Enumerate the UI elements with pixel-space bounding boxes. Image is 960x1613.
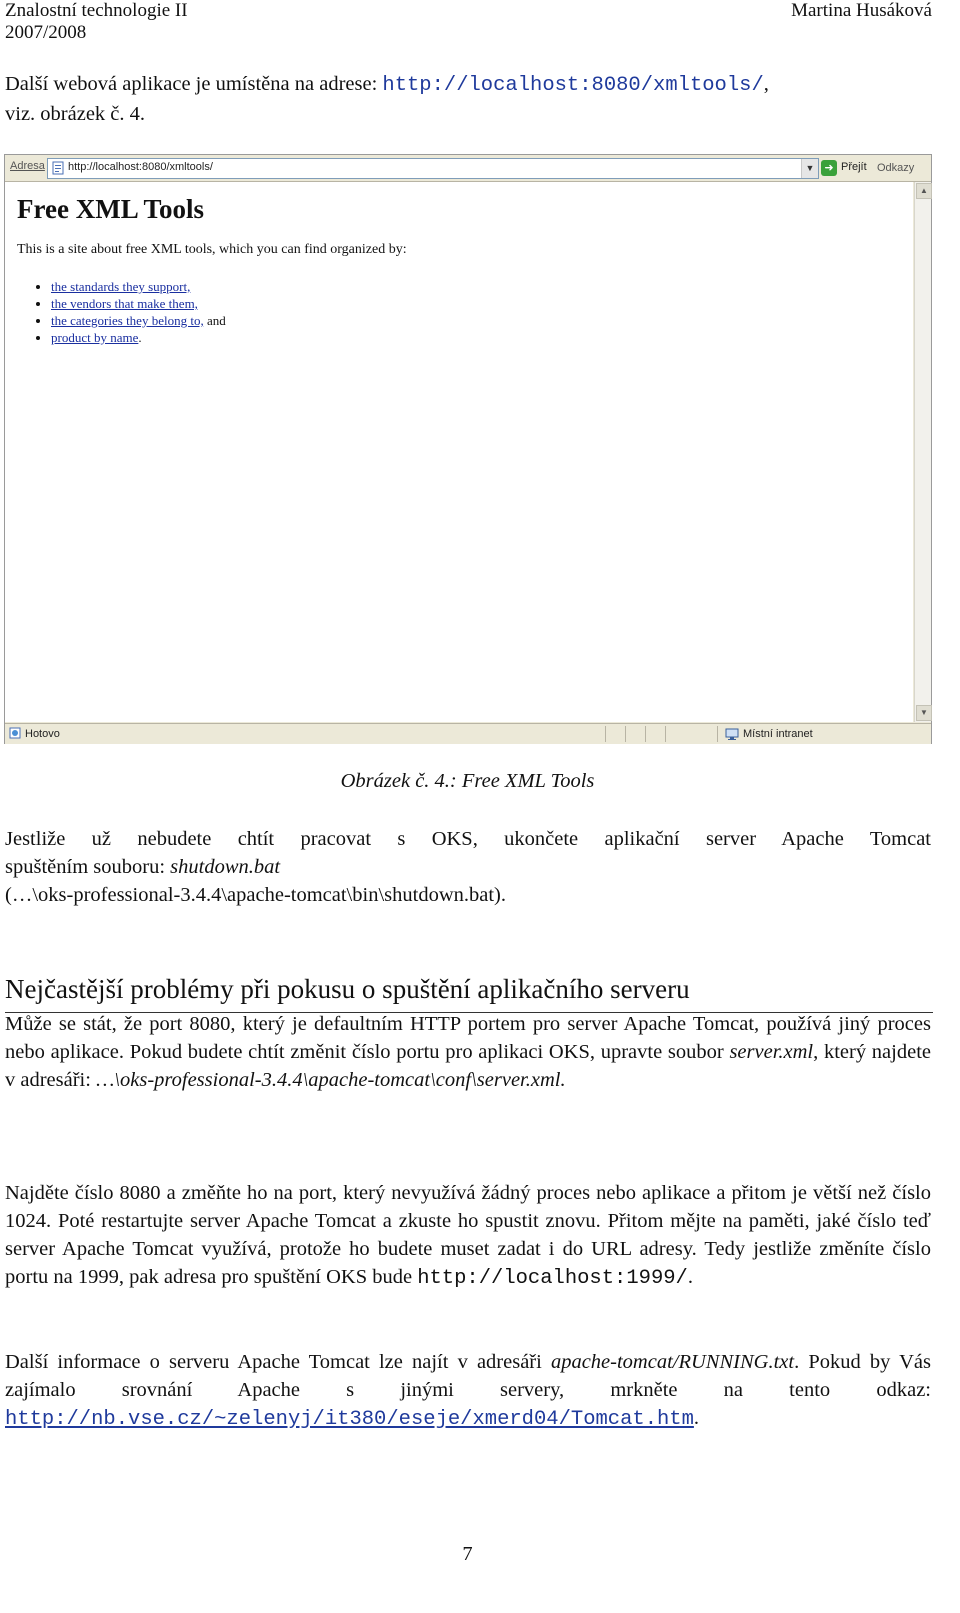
chevron-down-icon[interactable]: ▼ xyxy=(801,159,818,178)
figure-caption: Obrázek č. 4.: Free XML Tools xyxy=(340,770,595,792)
more-info-paragraph: Další informace o serveru Apache Tomcat lze najít v adresáři apache-tomcat/RUNNING.txt. Pokud by Vás zajímalo srovnání Apache s jinými servery, mrkněte na tento odkaz: http://nb.vse.cz/~zelenyj/it380/eseje/xmerd04/Tomcat.htm. xyxy=(5,1351,931,1431)
header-course: Znalostní technologie II xyxy=(5,0,188,21)
status-divider xyxy=(605,726,606,742)
intranet-zone-icon xyxy=(725,727,739,741)
status-text: Hotovo xyxy=(25,728,60,740)
shutdown-paragraph xyxy=(5,825,931,909)
intro-paragraph xyxy=(5,70,931,129)
product-name-link[interactable]: product by name xyxy=(51,330,139,345)
scroll-up-icon[interactable]: ▲ xyxy=(916,183,932,199)
address-value: http://localhost:8080/xmltools/ xyxy=(68,161,213,173)
tomcat-comparison-link[interactable]: http://nb.vse.cz/~zelenyj/it380/eseje/xmerd04/Tomcat.htm xyxy=(5,1408,694,1431)
site-intro: This is a site about free XML tools, which you can find organized by: xyxy=(17,242,407,257)
list-item: • product by name. xyxy=(51,329,226,346)
running-txt-path: apache-tomcat/RUNNING.txt xyxy=(550,1351,795,1373)
header-left xyxy=(5,0,188,44)
standards-link[interactable]: the standards they support, xyxy=(51,279,191,294)
page-number: 7 xyxy=(462,1543,473,1565)
status-divider xyxy=(717,726,718,742)
status-divider xyxy=(625,726,626,742)
header-year: 2007/2008 xyxy=(5,22,87,43)
go-arrow-icon: ➜ xyxy=(821,160,837,176)
shutdown-filename: shutdown.bat xyxy=(170,856,281,878)
zone-text: Místní intranet xyxy=(743,728,813,740)
status-divider xyxy=(645,726,646,742)
status-bar xyxy=(5,723,931,744)
vendors-link[interactable]: the vendors that make them, xyxy=(51,296,198,311)
scroll-down-icon[interactable]: ▼ xyxy=(916,705,932,721)
list-item: • the categories they belong to, and xyxy=(51,312,226,329)
vertical-scrollbar[interactable] xyxy=(914,182,931,722)
list-item xyxy=(51,295,226,312)
intro-comma: , xyxy=(763,73,769,95)
go-label: Přejít xyxy=(841,161,867,173)
address-bar xyxy=(5,155,931,182)
page-done-icon xyxy=(9,727,21,739)
header-author: Martina Husáková xyxy=(791,0,932,21)
status-divider xyxy=(665,726,666,742)
page-icon xyxy=(51,161,65,175)
shutdown-path: (…\oks-professional-3.4.4\apache-tomcat\bin\shutdown.bat). xyxy=(5,884,506,906)
browser-viewport xyxy=(5,182,913,722)
server-xml-filename: server.xml xyxy=(729,1041,814,1063)
address-field[interactable] xyxy=(47,158,819,179)
section-title: Nejčastější problémy při pokusu o spuštění aplikačního serveru xyxy=(5,972,933,1013)
list-item xyxy=(51,278,226,295)
intro-text: Další webová aplikace je umístěna na adrese: xyxy=(5,73,383,95)
address-label: Adresa xyxy=(10,160,45,172)
links-button[interactable]: Odkazy xyxy=(877,162,915,174)
port-paragraph: Může se stát, že port 8080, který je defaultním HTTP portem pro server Apache Tomcat, používá jiný proces nebo aplikace. Pokud budete chtít změnit číslo portu pro aplikaci OKS, upravte soubor server.xml, který najdete v adresáři: …\oks-professional-3.4.4\apache-tomcat\conf\server.xml. xyxy=(5,1013,931,1091)
browser-screenshot xyxy=(4,154,932,744)
server-xml-path: …\oks-professional-3.4.4\apache-tomcat\conf\server.xml. xyxy=(96,1069,566,1091)
oks-url: http://localhost:1999/ xyxy=(417,1267,688,1290)
shutdown-line-2: spuštěním souboru: shutdown.bat xyxy=(5,856,281,878)
intro-url[interactable]: http://localhost:8080/xmltools/ xyxy=(382,74,764,97)
site-title: Free XML Tools xyxy=(17,194,205,224)
site-link-list xyxy=(35,278,226,346)
categories-link[interactable]: the categories they belong to, xyxy=(51,313,204,328)
change-port-paragraph: Najděte číslo 8080 a změňte ho na port, který nevyužívá žádný proces nebo aplikace a přitom je větší než číslo 1024. Poté restartujte server Apache Tomcat a zkuste ho spustit znovu. Přitom mějte na paměti, jaké číslo teď server Apache Tomcat využívá, protože ho budete muset zadat i do URL adresy. Tedy jestliže změníte číslo portu na 1999, pak adresa pro spuštění OKS bude http://localhost:1999/. xyxy=(5,1182,931,1290)
shutdown-line-1: Jestliže už nebudete chtít pracovat s OKS, ukončete aplikační server Apache Tomcat xyxy=(5,828,931,850)
intro-figure-ref: viz. obrázek č. 4. xyxy=(5,103,146,125)
